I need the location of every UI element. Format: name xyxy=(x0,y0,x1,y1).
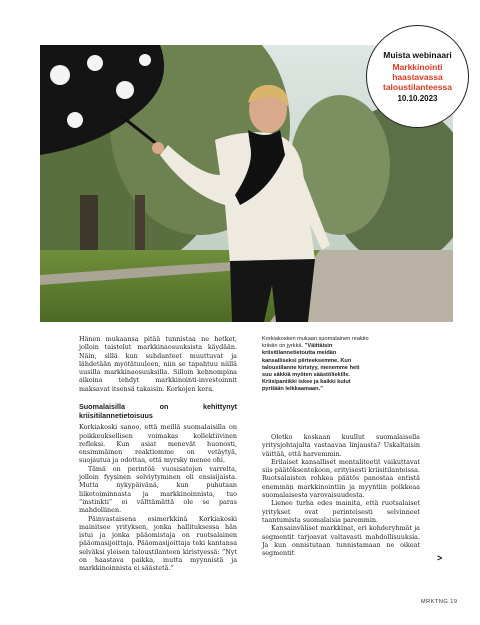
pull-quote-intro: Korkiakosken mukaan suomalainen reaktio kriisiin on jyrkkä. xyxy=(262,336,369,350)
next-page-arrow-icon[interactable]: > xyxy=(437,553,443,563)
paragraph: Erilaiset kansalliset mentaliteetit vaikuttavat siis päätöksentekoon, erityisesti kriisitilanteissa. Ruotsalaisten rohkea päätös panostaa entistä enemmän markkinointiin ja myyntiin poikkeaa suomalaisesta varovaisuudesta. xyxy=(262,457,420,500)
article-column-1 xyxy=(79,335,237,573)
article-column-2 xyxy=(262,433,420,557)
page-footer: MRKTNG 19 xyxy=(421,599,458,605)
badge-date: 10.10.2023 xyxy=(397,94,438,103)
paragraph: Lienee turha edes mainita, että ruotsalaiset yritykset ovat perinteisesti selvinneet taantumista suomalaisia paremmin. xyxy=(262,499,420,524)
pull-quote-text: ”Väittäisin kriisitilannetietoutta meidän kansalliseksi piirteeksemme. Kun taloustilanne kiristyy, menemme heti suu säkkiä myöten säästöliekille. Kriisipaniikki iskee ja kaikki kulut pyritään leikkaamaan.” xyxy=(262,343,360,393)
paragraph: Kansainväliset markkinat, eri kohderyhmät ja segmentit tarjoavat valtavasti mahdollisuuksia. Ja kun onnistutaan tunnistamaan ne oikeat segmentit xyxy=(262,524,420,558)
badge-title-line1: Markkinointi xyxy=(392,62,443,72)
section-subheading: Suomalaisilla on kehittynyt kriisitilannetietoisuus xyxy=(79,402,237,420)
paragraph: Päinvastaisena esimerkkinä Korkiakoski mainitsee yrityksen, jonka hallituksessa hän istui ja jonka pääomistaja on ruotsalainen pääomasijoittaja. Pääomasijoittaja teki kantansa selväksi yleisen taloustilanteen kiristyessä: ”Nyt on haastava paikka, mutta myynnistä ja markkinoinnista ei säästetä.” xyxy=(79,514,237,573)
pull-quote xyxy=(262,336,370,394)
paragraph: Korkiakoski sanoo, että meillä suomalaisilla on poikkeuksellisen voimakas kollektiivinen refleksi. Kun asiat menevät huonosti, ensimmäinen reaktiomme on vetäytyä, suojautua ja odottaa, että myrsky menee ohi. xyxy=(79,423,237,465)
paragraph: Oletko koskaan kuullut suomalaisella yritysjohtajalta vastaavaa linjausta? Uskaltaisin väittää, että harvemmin. xyxy=(262,433,420,458)
badge-title-line2: haastavassa xyxy=(392,72,443,82)
badge-label: Muista webinaari xyxy=(383,50,452,60)
paragraph: Tämä on perintöä vuosisatojen varrelta, jolloin fyysinen selviytyminen oli ensisijaista. Mutta nykypäivänä, kun puhutaan liiketoiminnasta ja markkinoinnista, tuo ”instinkti” ei välttämättä ole se paras mahdollinen. xyxy=(79,464,237,515)
paragraph: Hänen mukaansa pitää tunnistaa ne hetket, jolloin taistelut markkinaosuuksista käydään. Näin, sillä kun suhdanteet muuttuvat ja lähdetään myötätuuleen, niin se tapahtuu niillä uusilla markkinaosuuksilla. Silloin kehnompina aikoina tehdyt markkinointi-investoinnit maksavat itsensä takaisin. Korkojen kera. xyxy=(79,335,237,393)
webinar-badge[interactable] xyxy=(366,25,469,128)
badge-title-line3: taloustilanteessa xyxy=(383,82,452,92)
